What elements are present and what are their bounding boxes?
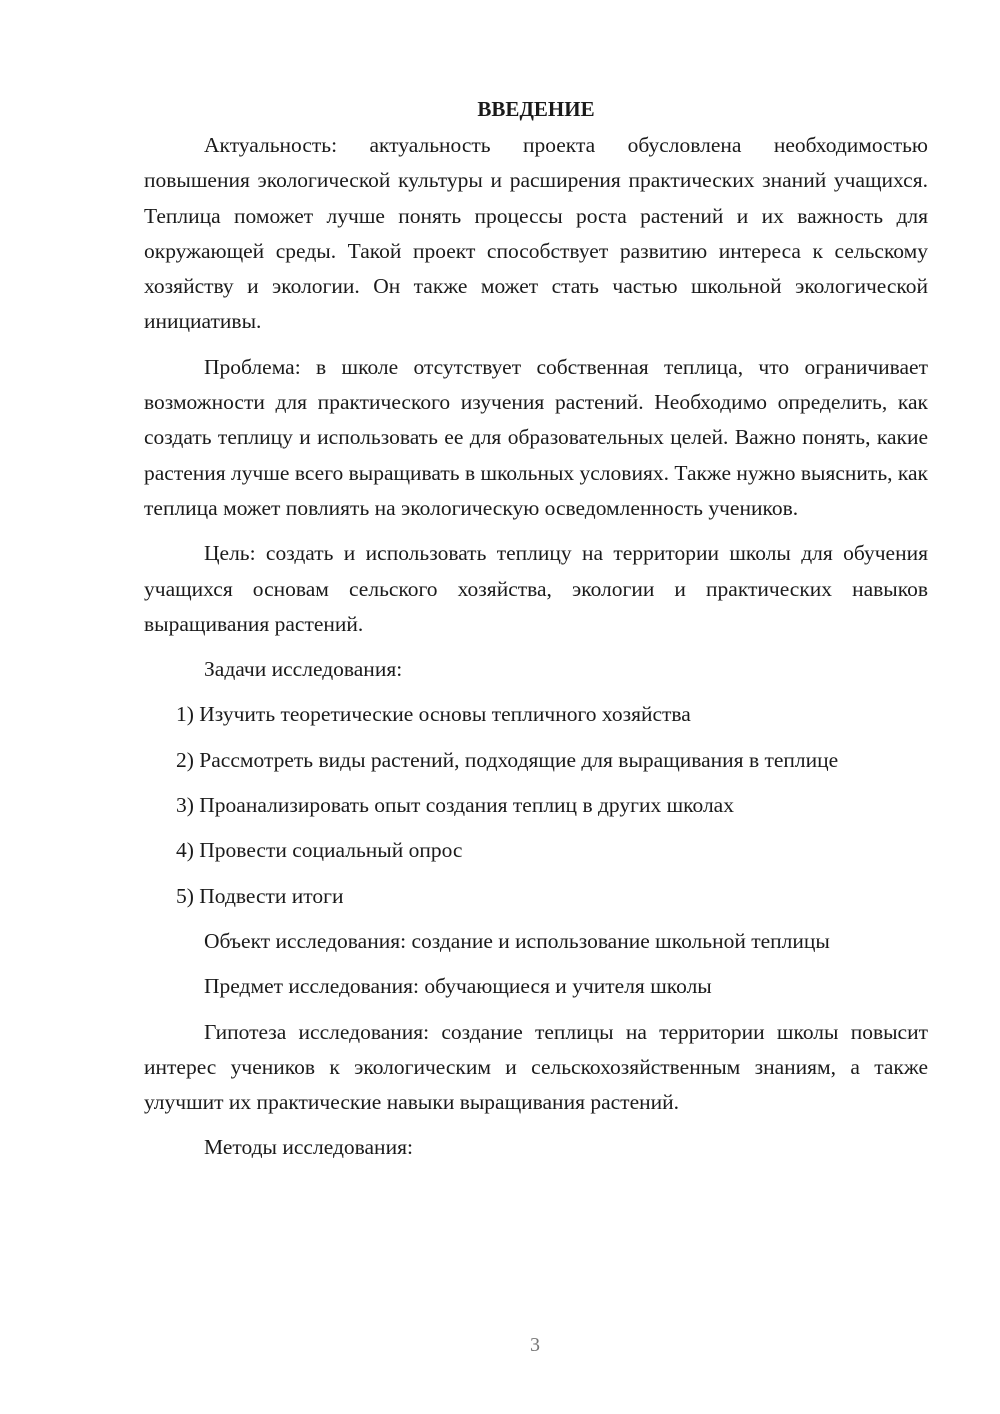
task-item-5: 5) Подвести итоги (176, 883, 344, 908)
goal-paragraph: Цель: создать и использовать теплицу на территории школы для обучения учащихся основам сельского хозяйства, экологии и практических навыков выращивания растений. (144, 541, 928, 636)
document-page (144, 92, 928, 1176)
page-title: ВВЕДЕНИЕ (477, 97, 595, 121)
tasks-heading: Задачи исследования: (204, 657, 403, 682)
task-item-1: 1) Изучить теоретические основы тепличного хозяйства (176, 702, 691, 727)
methods-heading: Методы исследования: (204, 1135, 413, 1160)
task-item-3: 3) Проанализировать опыт создания теплиц в других школах (176, 793, 734, 818)
page-number: 3 (530, 1334, 540, 1356)
problem-paragraph: Проблема: в школе отсутствует собственная теплица, что ограничивает возможности для практического изучения растений. Необходимо определить, как создать теплицу и использовать ее для образовательных целей. Важно понять, какие растения лучше всего выращивать в школьных условиях. Также нужно выяснить, как теплица может повлиять на экологическую осведомленность учеников. (144, 354, 928, 520)
subject-line: Предмет исследования: обучающиеся и учителя школы (204, 974, 712, 999)
relevance-paragraph: Актуальность: актуальность проекта обусловлена необходимостью повышения экологической культуры и расширения практических знаний учащихся. Теплица поможет лучше понять процессы роста растений и их важность для окружающей среды. Такой проект способствует развитию интереса к сельскому хозяйству и экологии. Он также может стать частью школьной экологической инициативы. (144, 133, 928, 334)
hypothesis-paragraph: Гипотеза исследования: создание теплицы на территории школы повысит интерес учеников к экологическим и сельскохозяйственным знаниям, а также улучшит их практические навыки выращивания растений. (144, 1019, 928, 1115)
task-item-2: 2) Рассмотреть виды растений, подходящие для выращивания в теплице (176, 747, 839, 772)
task-item-4: 4) Провести социальный опрос (176, 838, 463, 863)
object-line: Объект исследования: создание и использование школьной теплицы (204, 928, 830, 953)
